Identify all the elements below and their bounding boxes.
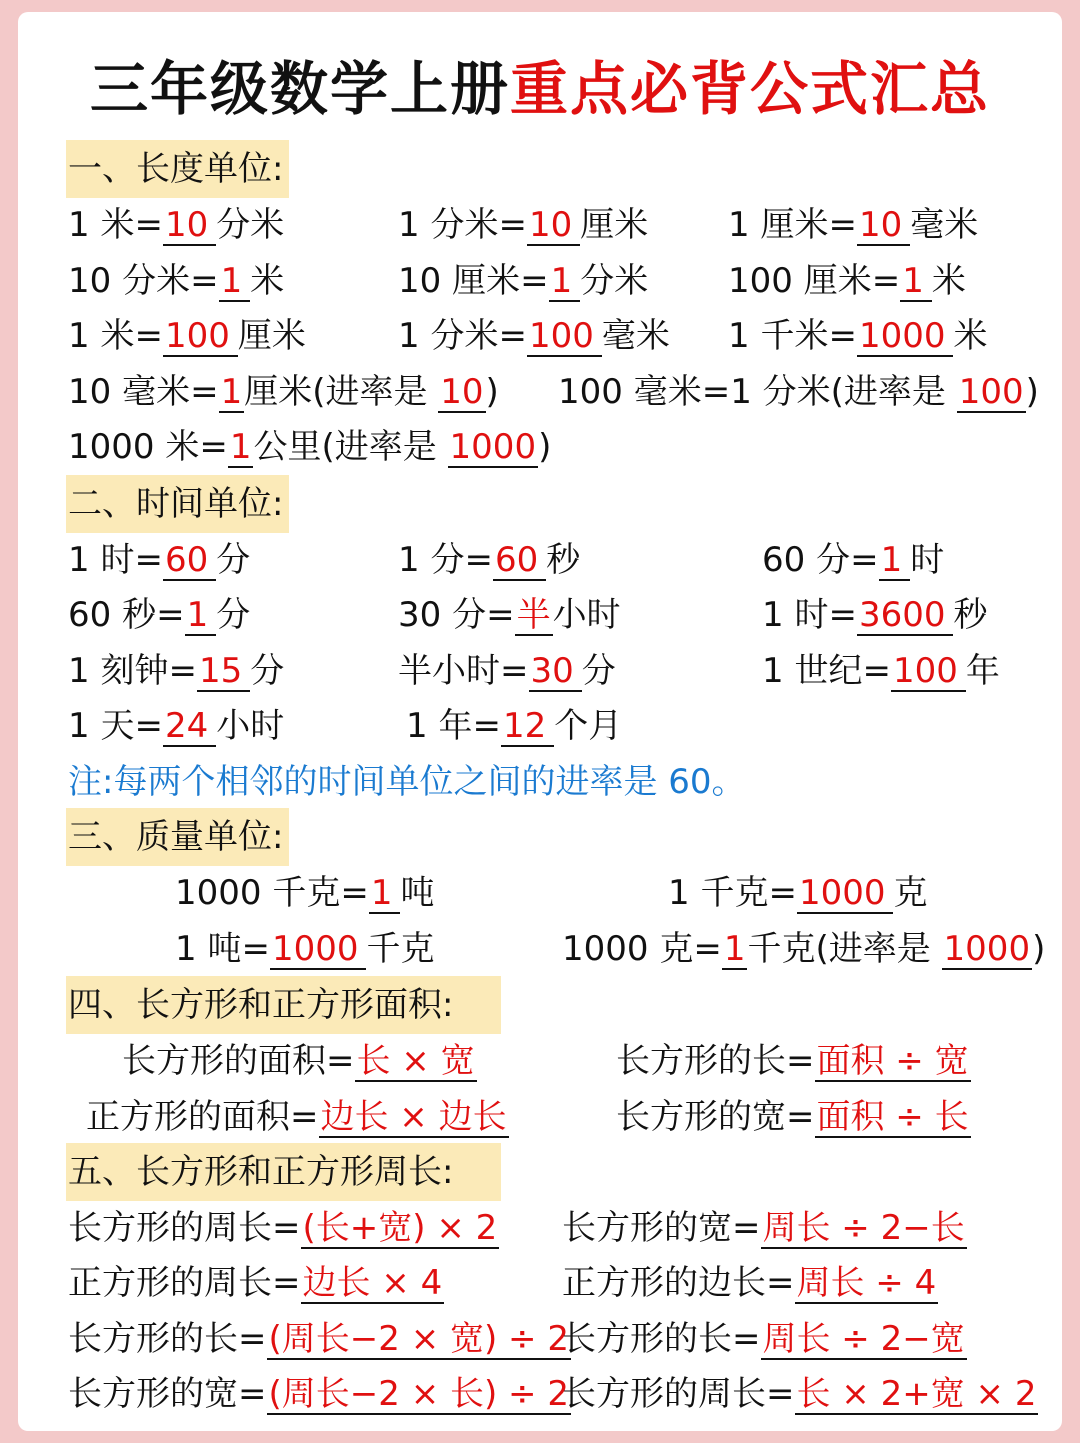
time-item: 30 分=半小时 [398, 595, 621, 635]
length-item: 1 米=10 分米 [68, 205, 285, 245]
area-formula: 正方形的面积=边长 × 边长 [86, 1097, 507, 1137]
mass-item: 1 吨=1000 千克 [175, 929, 435, 969]
perimeter-formula: 长方形的宽=(周长−2 × 长) ÷ 2 [68, 1374, 569, 1414]
length-item: 1 分米=100 毫米 [398, 316, 670, 356]
section-mass-header: 三、质量单位: [66, 808, 289, 866]
perimeter-formula: 长方形的长=周长 ÷ 2−宽 [562, 1319, 965, 1359]
mass-item: 1 千克=1000 克 [668, 873, 928, 913]
area-formula: 长方形的面积=长 × 宽 [122, 1041, 475, 1081]
time-item: 1 时=3600 秒 [762, 595, 988, 635]
length-item: 1 千米=1000 米 [728, 316, 988, 356]
perimeter-formula: 正方形的周长=边长 × 4 [68, 1263, 443, 1303]
mass-item: 1000 克=1千克(进率是 1000) [562, 929, 1046, 969]
section-length-header: 一、长度单位: [66, 140, 289, 198]
time-item: 1 分=60 秒 [398, 540, 581, 580]
perimeter-formula: 长方形的宽=周长 ÷ 2−长 [562, 1208, 965, 1248]
title-black-part: 三年级数学上册 [89, 55, 510, 123]
time-item: 1 天=24 小时 [68, 706, 285, 746]
section-time-header: 二、时间单位: [66, 475, 289, 533]
area-formula: 长方形的宽=面积 ÷ 长 [616, 1097, 969, 1137]
mass-item: 1000 千克=1 吨 [175, 873, 435, 913]
perimeter-formula: 长方形的周长=长 × 2+宽 × 2 [562, 1374, 1037, 1414]
area-formula: 长方形的长=面积 ÷ 宽 [616, 1041, 969, 1081]
time-item: 60 分=1 时 [762, 540, 945, 580]
length-item: 1 米=100 厘米 [68, 316, 306, 356]
time-item: 1 世纪=100 年 [762, 651, 1000, 691]
section-perimeter-header: 五、长方形和正方形周长: [66, 1143, 501, 1201]
time-item: 1 刻钟=15 分 [68, 651, 285, 691]
length-item: 100 厘米=1 米 [728, 261, 966, 301]
page-title [0, 42, 1080, 126]
time-item: 1 年=12 个月 [406, 706, 623, 746]
title-red-part: 重点必背公式汇总 [510, 55, 991, 123]
length-item: 10 厘米=1 分米 [398, 261, 649, 301]
perimeter-formula: 长方形的长=(周长−2 × 宽) ÷ 2 [68, 1319, 569, 1359]
time-item: 1 时=60 分 [68, 540, 251, 580]
perimeter-formula: 正方形的边长=周长 ÷ 4 [562, 1263, 937, 1303]
section-area-header: 四、长方形和正方形面积: [66, 976, 501, 1034]
length-item: 100 毫米=1 分米(进率是 100) [558, 372, 1039, 412]
time-item: 60 秒=1 分 [68, 595, 251, 635]
length-item: 10 毫米=1厘米(进率是 10) [68, 372, 499, 412]
length-item: 1000 米=1公里(进率是 1000) [68, 427, 552, 467]
length-item: 1 厘米=10 毫米 [728, 205, 979, 245]
length-item: 1 分米=10 厘米 [398, 205, 649, 245]
length-item: 10 分米=1 米 [68, 261, 285, 301]
perimeter-formula: 长方形的周长=(长+宽) × 2 [68, 1208, 498, 1248]
time-note: 注:每两个相邻的时间单位之间的进率是 60。 [68, 762, 746, 802]
time-item: 半小时=30 分 [398, 651, 616, 691]
